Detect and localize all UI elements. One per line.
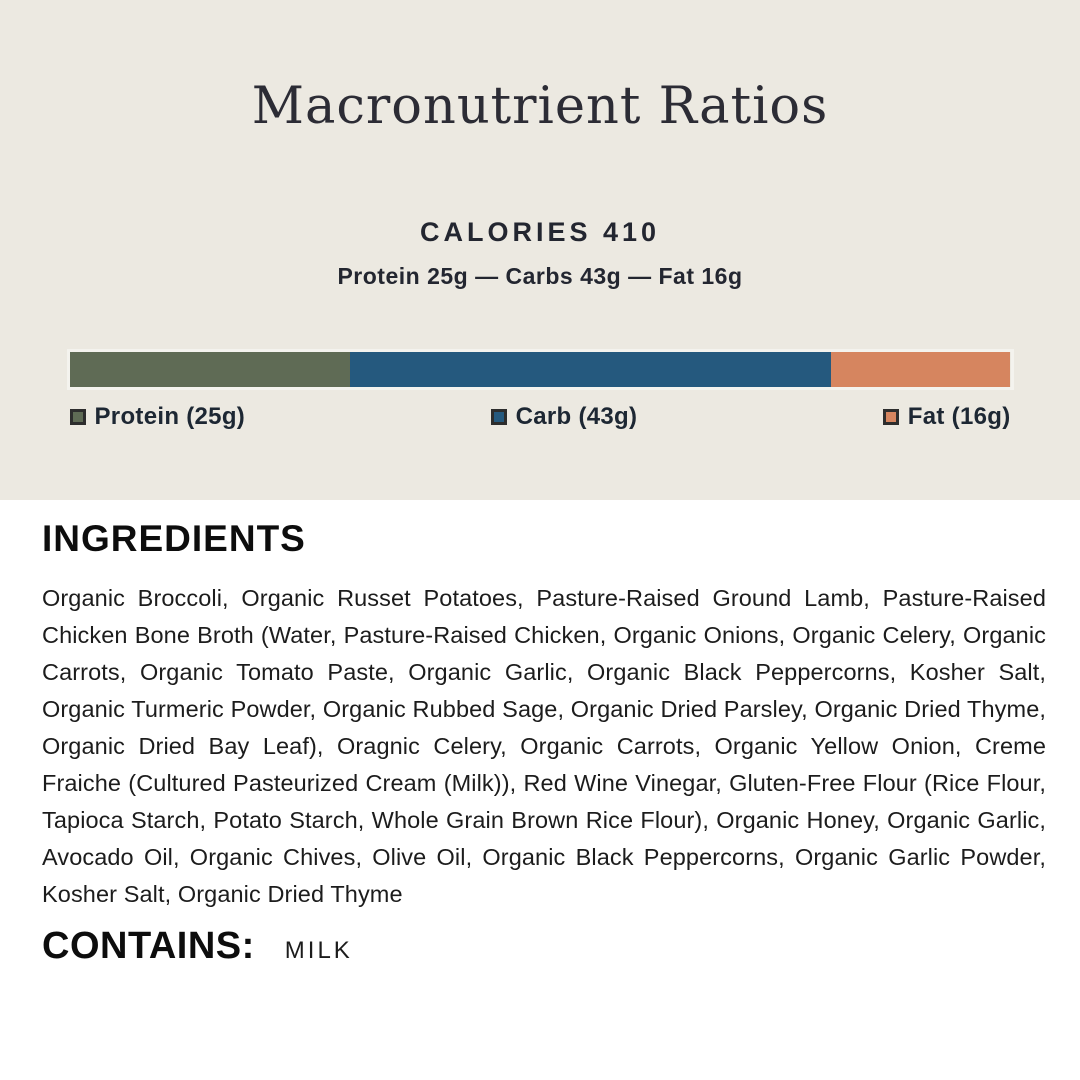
contains-value: MILK [284,937,353,964]
legend-swatch-fat [883,409,899,425]
legend-swatch-protein [70,409,86,425]
ingredients-text: Organic Broccoli, Organic Russet Potatoes, Pasture-Raised Ground Lamb, Pasture-Raised Chicken Bone Broth (Water, Pasture-Raised Chicken, Organic Onions, Organic Celery, Organic Carrots, Organic Tomato Paste, Organic Garlic, Organic Black Peppercorns, Kosher Salt, Organic Turmeric Powder, Organic Rubbed Sage, Organic Dried Parsley, Organic Dried Thyme, Organic Dried Bay Leaf), Oragnic Celery, Organic Carrots, Organic Yellow Onion, Creme Fraiche (Cultured Pasteurized Cream (Milk)), Red Wine Vinegar, Gluten-Free Flour (Rice Flour, Tapioca Starch, Potato Starch, Whole Grain Brown Rice Flour), Organic Honey, Organic Garlic, Avocado Oil, Organic Chives, Olive Oil, Organic Black Peppercorns, Organic Garlic Powder, Kosher Salt, Organic Dried Thyme [42,585,1046,907]
bar-segment-protein [70,352,350,387]
legend-item-fat [883,403,1011,431]
contains-row [42,925,1046,968]
legend-item-carb [491,403,638,431]
macronutrient-panel [0,0,1080,500]
legend-item-protein [70,403,246,431]
legend-swatch-carb [491,409,507,425]
bar-segment-carb [350,352,832,387]
ingredients-heading: INGREDIENTS [42,518,306,559]
contains-label: CONTAINS: [42,925,255,967]
ingredients-section [0,500,1080,968]
page-title: Macronutrient Ratios [251,77,829,136]
bar-segment-fat [831,352,1010,387]
macro-bar [70,352,1011,387]
legend-label-fat: Fat (16g) [907,402,1011,430]
legend-label-carb: Carb (43g) [515,402,638,430]
macro-legend [70,403,1011,431]
calories-label: CALORIES 410 [419,216,661,247]
legend-label-protein: Protein (25g) [94,402,246,430]
macro-summary: Protein 25g — Carbs 43g — Fat 16g [337,262,743,289]
